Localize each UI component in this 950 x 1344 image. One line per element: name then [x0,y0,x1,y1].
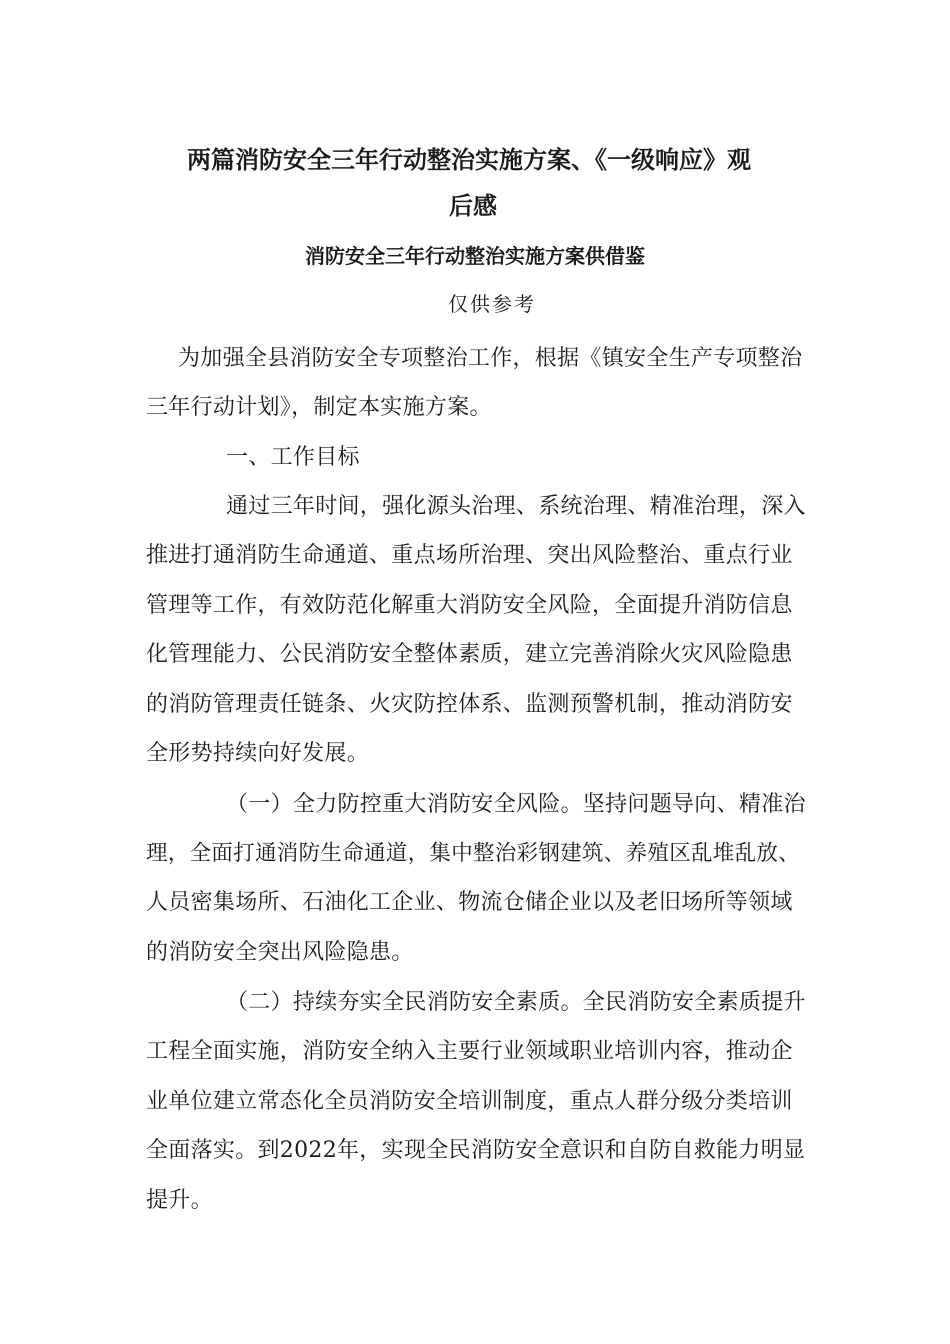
paragraph-line: 工程全面实施，消防安全纳入主要行业领域职业培训内容，推动企 [146,1039,793,1064]
paragraph-line: 提升。 [146,1188,213,1213]
paragraph-line: 业单位建立常态化全员消防安全培训制度，重点人群分级分类培训 [146,1089,793,1114]
paragraph-line: 人员密集场所、石油化工企业、物流仓储企业以及老旧场所等领域 [146,890,793,915]
paragraph-line: 管理等工作，有效防范化解重大消防安全风险，全面提升消防信息 [146,593,793,618]
document-title-line-2: 后感 [449,192,497,220]
paragraph-line: 的消防管理责任链条、火灾防控体系、监测预警机制，推动消防安 [146,692,793,717]
paragraph-line: 通过三年时间，强化源头治理、系统治理、精准治理，深入 [226,494,806,519]
document-title-line-1: 两篇消防安全三年行动整治实施方案、《一级响应》观 [187,146,751,174]
section-heading: 一、工作目标 [226,445,360,470]
paragraph-line: 推进打通消防生命通道、重点场所治理、突出风险整治、重点行业 [146,543,793,568]
paragraph-line: 全面落实。到2022年，实现全民消防安全意识和自防自救能力明显 [146,1138,806,1163]
document-subtitle: 消防安全三年行动整治实施方案供借鉴 [305,244,645,268]
paragraph-line: （一）全力防控重大消防安全风险。坚持问题导向、精准治 [226,792,806,817]
paragraph-line: 的消防安全突出风险隐患。 [146,940,414,965]
paragraph-line: 三年行动计划》，制定本实施方案。 [146,395,492,420]
paragraph-line: 为加强全县消防安全专项整治工作，根据《镇安全生产专项整治 [178,346,803,371]
reference-note: 仅供参考 [448,292,536,316]
paragraph-line: 化管理能力、公民消防安全整体素质，建立完善消除火灾风险隐患 [146,642,793,667]
paragraph-line: 全形势持续向好发展。 [146,741,370,766]
paragraph-line: 理，全面打通消防生命通道，集中整治彩钢建筑、养殖区乱堆乱放、 [146,841,801,866]
paragraph-line: （二）持续夯实全民消防安全素质。全民消防安全素质提升 [226,990,806,1015]
